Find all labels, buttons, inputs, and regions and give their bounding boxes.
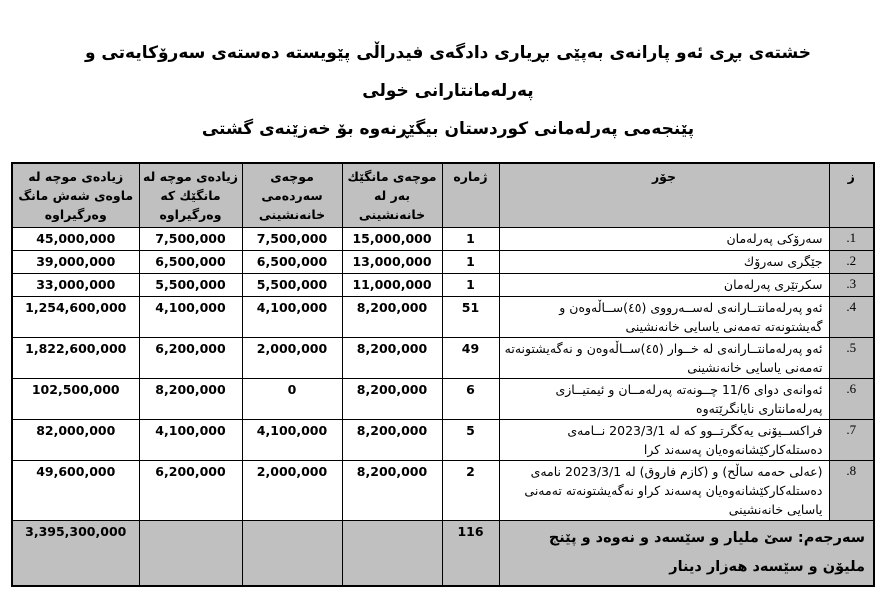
serial-cell: 5. <box>829 338 874 379</box>
type-cell: سەرۆكی پەرلەمان <box>499 228 829 251</box>
table-row <box>12 461 874 521</box>
salary-before-cell: 13,000,000 <box>342 251 442 274</box>
footer-row <box>12 521 874 587</box>
increase-six-months-cell: 1,254,600,000 <box>12 297 139 338</box>
serial-cell: 3. <box>829 274 874 297</box>
increase-month-cell: 5,500,000 <box>139 274 242 297</box>
salary-retirement-cell: 2,000,000 <box>242 461 342 521</box>
serial-cell: 4. <box>829 297 874 338</box>
header-row <box>12 163 874 228</box>
col-header-increase-month: زیادەی موچە لە مانگێك كە وەرگیراوە <box>139 163 242 228</box>
salary-retirement-cell: 0 <box>242 379 342 420</box>
col-header-serial: ز <box>829 163 874 228</box>
serial-cell: 7. <box>829 420 874 461</box>
salary-before-cell: 15,000,000 <box>342 228 442 251</box>
type-cell: سكرتێری پەرلەمان <box>499 274 829 297</box>
col-header-salary-retirement: موچەی سەردەمی خانەنشینی <box>242 163 342 228</box>
salary-retirement-cell: 4,100,000 <box>242 420 342 461</box>
salary-before-cell: 8,200,000 <box>342 379 442 420</box>
count-cell: 1 <box>442 228 499 251</box>
col-header-type: جۆر <box>499 163 829 228</box>
count-cell: 51 <box>442 297 499 338</box>
increase-month-cell: 4,100,000 <box>139 297 242 338</box>
salary-retirement-cell: 6,500,000 <box>242 251 342 274</box>
type-cell: ئەو پەرلەمانتــارانەی لەســەرووی (٤٥)ســاڵەوەن و گەیشتونەتە تەمەنی یاسایی خانەنشینی <box>499 297 829 338</box>
type-cell: فراكســیۆنی یەكگرتــوو كە لە 2023/3/1 نــامەی دەستلەكاركێشانەوەیان پەسەند كرا <box>499 420 829 461</box>
increase-month-cell: 4,100,000 <box>139 420 242 461</box>
document-page <box>0 34 896 598</box>
increase-month-cell: 6,200,000 <box>139 461 242 521</box>
type-cell: (عەلی حەمە ساڵح) و (كازم فاروق) لە 2023/3/1 نامەی دەستلەكاركێشانەوەیان پەسەند كراو نەگەیشتونەتە تەمەنی یاسایی خانەنشینی <box>499 461 829 521</box>
document-title <box>60 34 836 148</box>
title-line-1: خشتەی بڕی ئەو پارانەی بەپێی بڕیاری دادگەی فیدراڵی پێویستە دەستەی سەرۆكایەتی و پەرلەمانتارانی خولی <box>84 43 812 101</box>
count-cell: 1 <box>442 251 499 274</box>
salary-retirement-cell: 4,100,000 <box>242 297 342 338</box>
salary-before-cell: 8,200,000 <box>342 420 442 461</box>
salary-before-cell: 8,200,000 <box>342 297 442 338</box>
increase-month-cell: 8,200,000 <box>139 379 242 420</box>
salary-retirement-cell: 5,500,000 <box>242 274 342 297</box>
increase-six-months-cell: 49,600,000 <box>12 461 139 521</box>
footer-empty-cell <box>242 521 342 587</box>
increase-six-months-cell: 33,000,000 <box>12 274 139 297</box>
col-header-count: ژمارە <box>442 163 499 228</box>
increase-six-months-cell: 102,500,000 <box>12 379 139 420</box>
footer-empty-cell <box>139 521 242 587</box>
title-line-2: پێنجەمی پەرلەمانی كوردستان بیگێڕنەوە بۆ خەزێنەی گشتی <box>201 119 695 139</box>
footer-empty-cell <box>342 521 442 587</box>
increase-six-months-cell: 45,000,000 <box>12 228 139 251</box>
serial-cell: 6. <box>829 379 874 420</box>
serial-cell: 8. <box>829 461 874 521</box>
count-cell: 2 <box>442 461 499 521</box>
increase-six-months-cell: 39,000,000 <box>12 251 139 274</box>
type-cell: جێگری سەرۆك <box>499 251 829 274</box>
count-cell: 5 <box>442 420 499 461</box>
grand-total-cell: 3,395,300,000 <box>12 521 139 587</box>
col-header-increase-six-months: زیادەی موچە لە ماوەی شەش مانگ وەرگیراوە <box>12 163 139 228</box>
salary-retirement-cell: 7,500,000 <box>242 228 342 251</box>
serial-cell: 2. <box>829 251 874 274</box>
salary-before-cell: 11,000,000 <box>342 274 442 297</box>
table-row <box>12 274 874 297</box>
table-row <box>12 297 874 338</box>
increase-six-months-cell: 82,000,000 <box>12 420 139 461</box>
type-cell: ئەو پەرلەمانتــارانەی لە خــوار (٤٥)ســاڵەوەن و نەگەیشتونەتە تەمەنی یاسایی خانەنشینی <box>499 338 829 379</box>
table-row <box>12 379 874 420</box>
table-row <box>12 228 874 251</box>
table-row <box>12 251 874 274</box>
table-row <box>12 338 874 379</box>
salary-retirement-cell: 2,000,000 <box>242 338 342 379</box>
table-row <box>12 420 874 461</box>
salary-before-cell: 8,200,000 <box>342 338 442 379</box>
increase-month-cell: 6,200,000 <box>139 338 242 379</box>
serial-cell: 1. <box>829 228 874 251</box>
grand-total-label-cell: سەرجەم: سێ ملیار و سێسەد و نەوەد و پێنج ملیۆن و سێسەد هەزار دینار <box>499 521 874 587</box>
type-cell: ئەوانەی دوای 11/6 چــونەتە پەرلەمــان و ئیمتیــازی پەرلەمانتاری نایانگرێتەوە <box>499 379 829 420</box>
count-cell: 1 <box>442 274 499 297</box>
payments-table <box>11 162 875 587</box>
footer-count-cell: 116 <box>442 521 499 587</box>
count-cell: 6 <box>442 379 499 420</box>
increase-month-cell: 6,500,000 <box>139 251 242 274</box>
salary-before-cell: 8,200,000 <box>342 461 442 521</box>
increase-month-cell: 7,500,000 <box>139 228 242 251</box>
count-cell: 49 <box>442 338 499 379</box>
col-header-salary-before: موچەی مانگێك بەر لە خانەنشینی <box>342 163 442 228</box>
increase-six-months-cell: 1,822,600,000 <box>12 338 139 379</box>
